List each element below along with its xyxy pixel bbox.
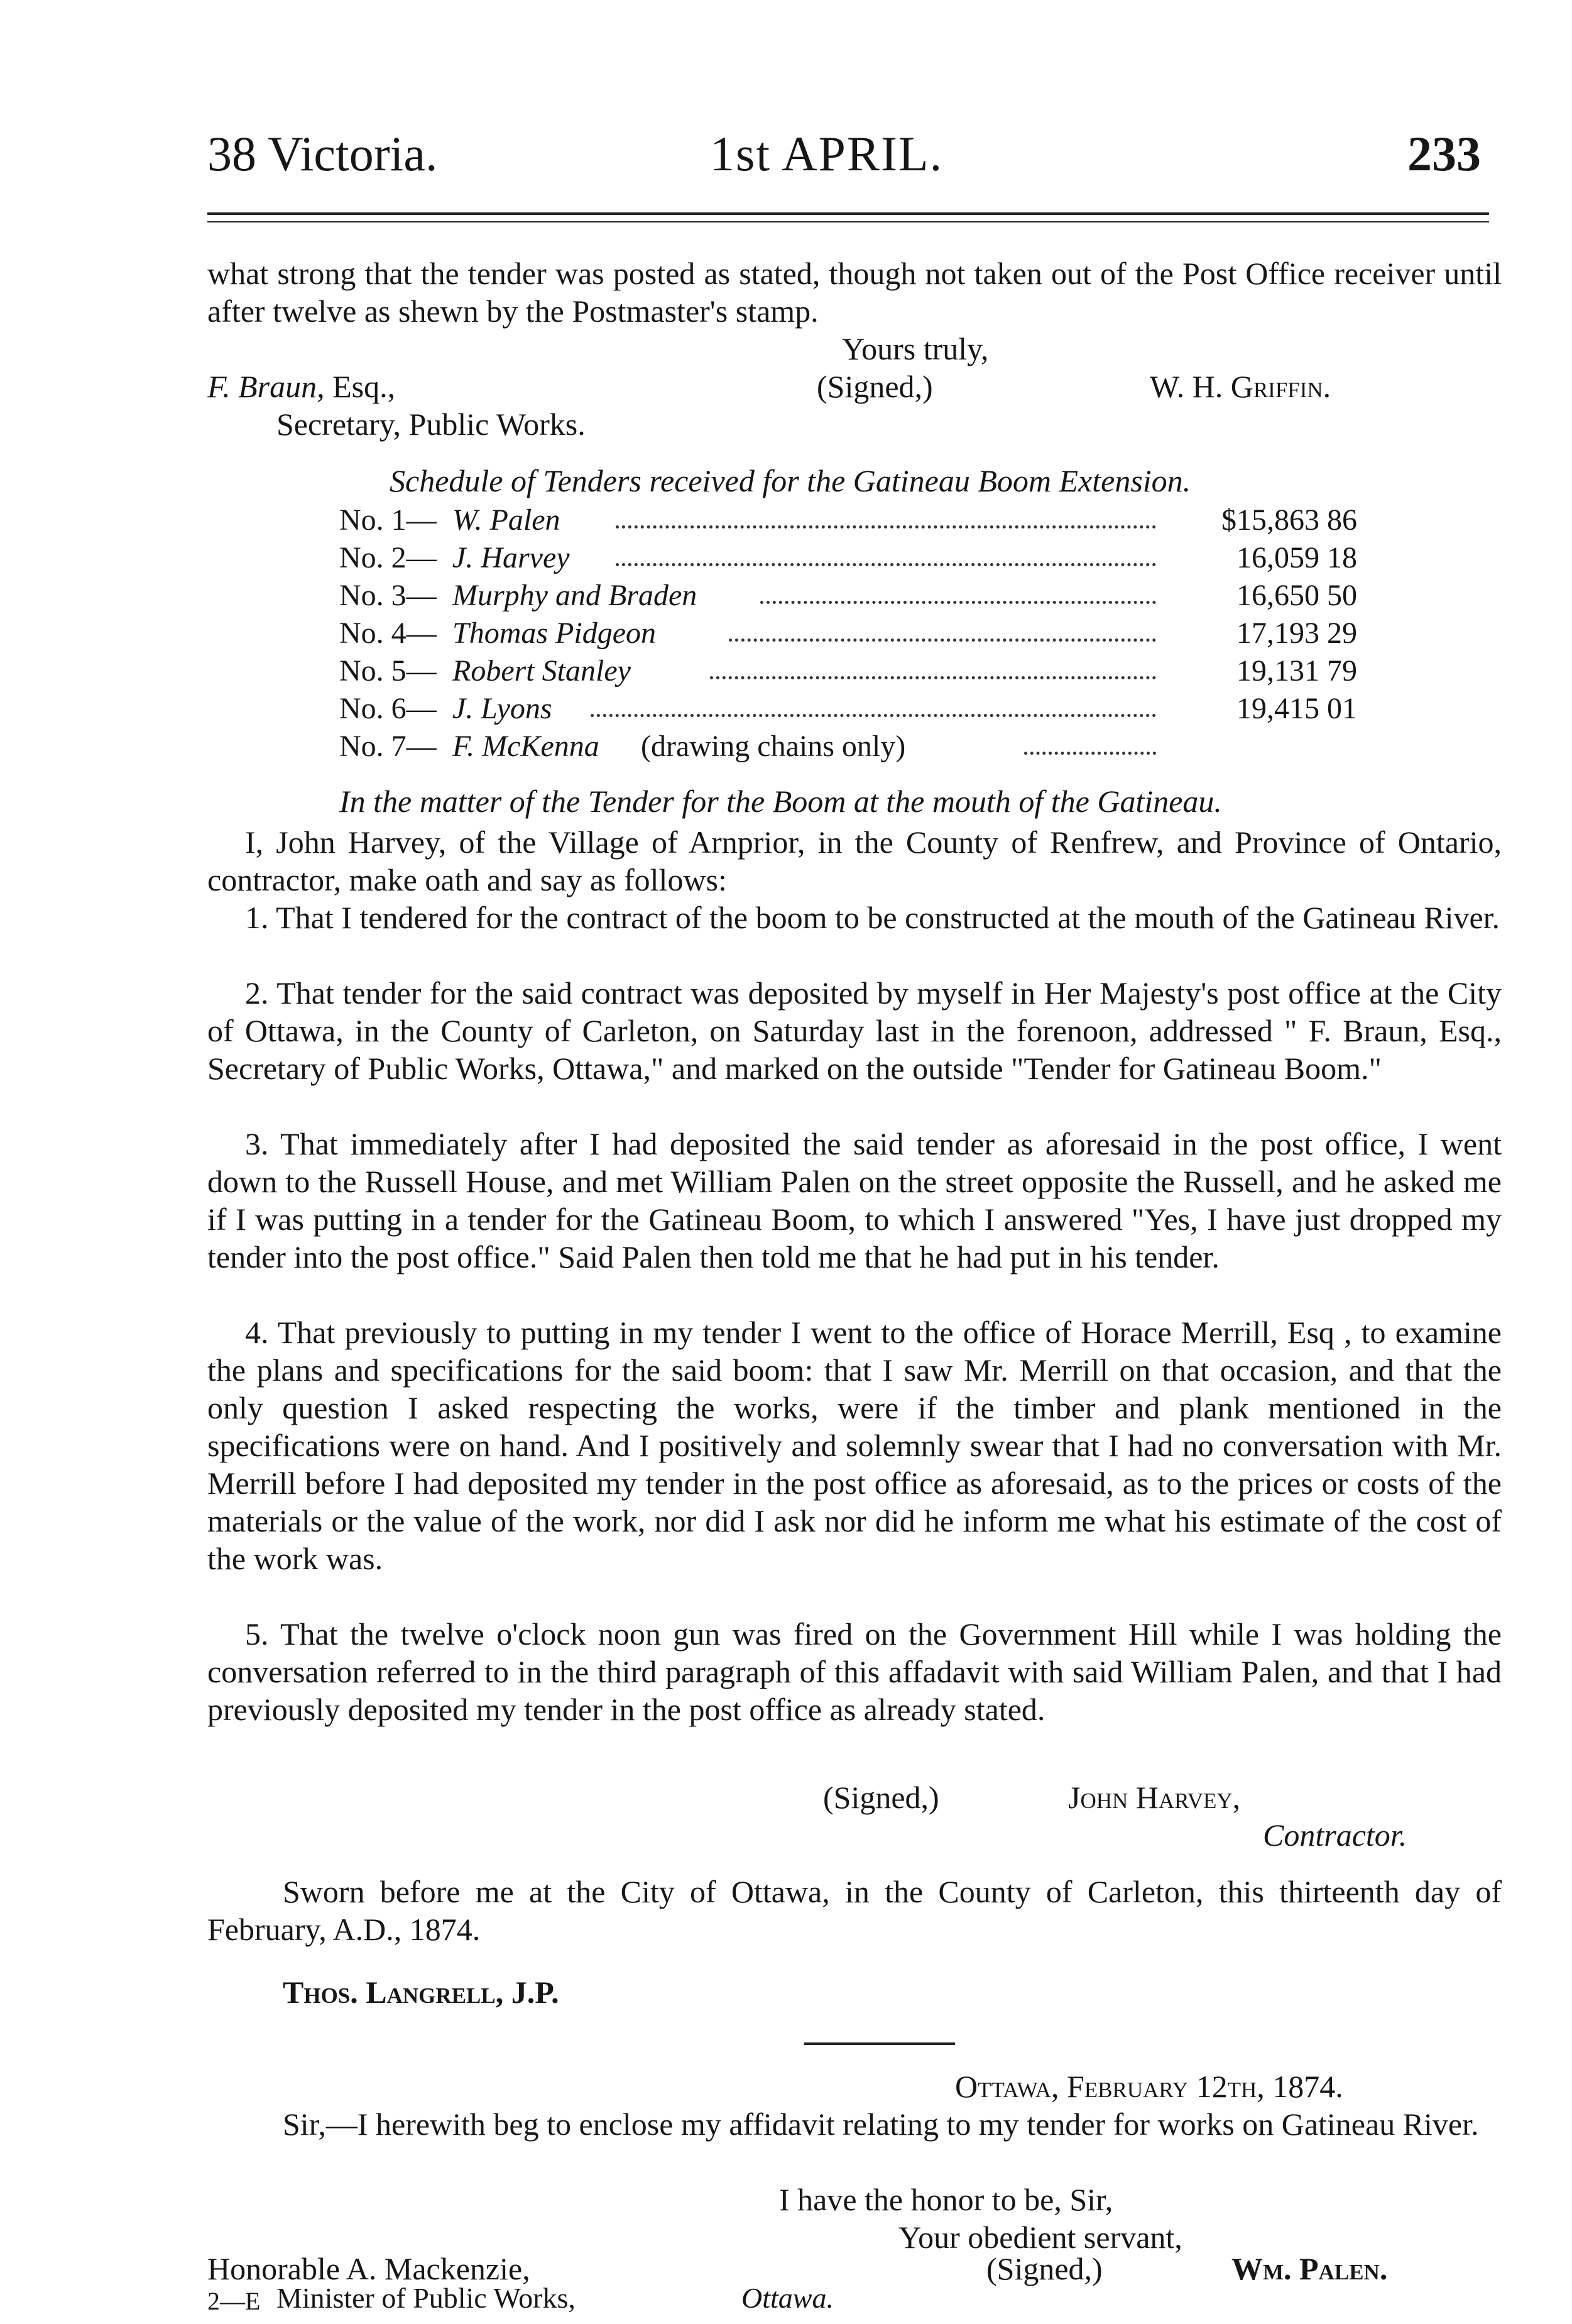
header-session: 38 Victoria.: [207, 126, 438, 181]
affidavit-sworn-clause: Sworn before me at the City of Ottawa, in the County of Carleton, this thirteenth day of February, A.D., 1874.: [207, 1874, 1502, 1947]
footer-signature-mark: 2—E: [207, 2287, 261, 2315]
affidavit-paragraph-5: 5. That the twelve o'clock noon gun was fired on the Government Hill while I was holding the conversation referred to in the third paragraph of this affadavit with said William Palen, and that I had previously deposited my tender in the post office as already stated.: [207, 1616, 1502, 1727]
letter2-signed-marker: (Signed,): [986, 2251, 1103, 2286]
schedule-row: No. 4— Thomas Pidgeon 17,193 29: [339, 617, 1357, 650]
schedule-title: Schedule of Tenders received for the Gatineau Boom Extension.: [390, 463, 1191, 498]
letter2-closing-2: Your obedient servant,: [898, 2220, 1182, 2255]
letter1-signer: W. H. Griffin.: [1150, 369, 1331, 404]
schedule-row: No. 2— J. Harvey 16,059 18: [339, 541, 1357, 574]
letter2-addressee-2: Minister of Public Works,: [276, 2282, 576, 2314]
affidavit-paragraph-2: 2. That tender for the said contract was deposited by myself in Her Majesty's post office at the City of Ottawa, in the County of Carleton, on Saturday last in the forenoon, addressed " F. Braun, Esq., Secretary of Public Works, Ottawa," and marked on the outside "Tender for Gatineau Boom.": [207, 975, 1502, 1086]
letter1-closing: Yours truly,: [842, 331, 989, 366]
letter2-addressee-3: Ottawa.: [741, 2282, 834, 2314]
letter1-signed-marker: (Signed,): [817, 369, 933, 404]
letter2-dateline: Ottawa, February 12th, 1874.: [955, 2069, 1343, 2104]
letter1-body: what strong that the tender was posted as stated, though not taken out of the Post Office receiver until after twelve as shewn by the Postmaster's stamp.: [207, 256, 1502, 329]
schedule-row: No. 3— Murphy and Braden 16,650 50: [339, 579, 1357, 612]
letter2-addressee-1: Honorable A. Mackenzie,: [207, 2251, 530, 2286]
affidavit-signer-role: Contractor.: [1263, 1817, 1407, 1853]
affidavit-paragraph-3: 3. That immediately after I had deposited the said tender as aforesaid in the post office, I went down to the Russell House, and met William Palen on the street opposite the Russell, and he asked me if I was putting in a tender for the Gatineau Boom, to which I answered "Yes, I have just dropped my tender into the post office." Said Palen then told me that he had put in his tender.: [207, 1126, 1502, 1274]
letter2-body: Sir,—I herewith beg to enclose my affidavit relating to my tender for works on Gatineau River.: [283, 2107, 1479, 2142]
affidavit-title: In the matter of the Tender for the Boom at the mouth of the Gatineau.: [339, 784, 1222, 819]
header-date: 1st APRIL.: [710, 126, 944, 181]
header-rule-thin: [207, 221, 1489, 222]
letter1-addressee-title: Secretary, Public Works.: [276, 407, 586, 442]
affidavit-paragraph-1: 1. That I tendered for the contract of the boom to be constructed at the mouth of the Gatineau River.: [245, 900, 1500, 935]
affidavit-paragraph-4: 4. That previously to putting in my tender I went to the office of Horace Merrill, Esq , to examine the plans and specifications for the said boom: that I saw Mr. Merrill on that occasion, and that the only question I asked respecting the works, were if the timber and plank mentioned in the specifications were on hand. And I positively and solemnly swear that I had no conversation with Mr. Merrill before I had deposited my tender in the post office as aforesaid, as to the prices or costs of the materials or the value of the work, nor did I ask nor did he inform me what his estimate of the cost of the work was.: [207, 1315, 1502, 1576]
header-rule: [207, 212, 1489, 215]
letter2-signer: Wm. Palen.: [1231, 2251, 1388, 2286]
justice-of-peace: Thos. Langrell, J.P.: [283, 1975, 559, 2010]
affidavit-signed-marker: (Signed,): [823, 1780, 939, 1815]
header-page-number: 233: [1407, 126, 1481, 181]
schedule-row: No. 1— W. Palen $15,863 86: [339, 503, 1357, 537]
letter2-closing-1: I have the honor to be, Sir,: [779, 2182, 1113, 2217]
schedule-row: No. 6— J. Lyons 19,415 01: [339, 692, 1357, 725]
letter1-addressee: F. Braun, Esq.,: [207, 369, 396, 404]
schedule-row: No. 5— Robert Stanley 19,131 79: [339, 654, 1357, 688]
section-divider: [804, 2042, 955, 2045]
affidavit-intro: I, John Harvey, of the Village of Arnprior, in the County of Renfrew, and Province of Ontario, contractor, make oath and say as follows:: [207, 825, 1502, 897]
schedule-row: No. 7— F. McKenna (drawing chains only): [339, 729, 1357, 767]
affidavit-signer: John Harvey,: [1068, 1780, 1241, 1815]
